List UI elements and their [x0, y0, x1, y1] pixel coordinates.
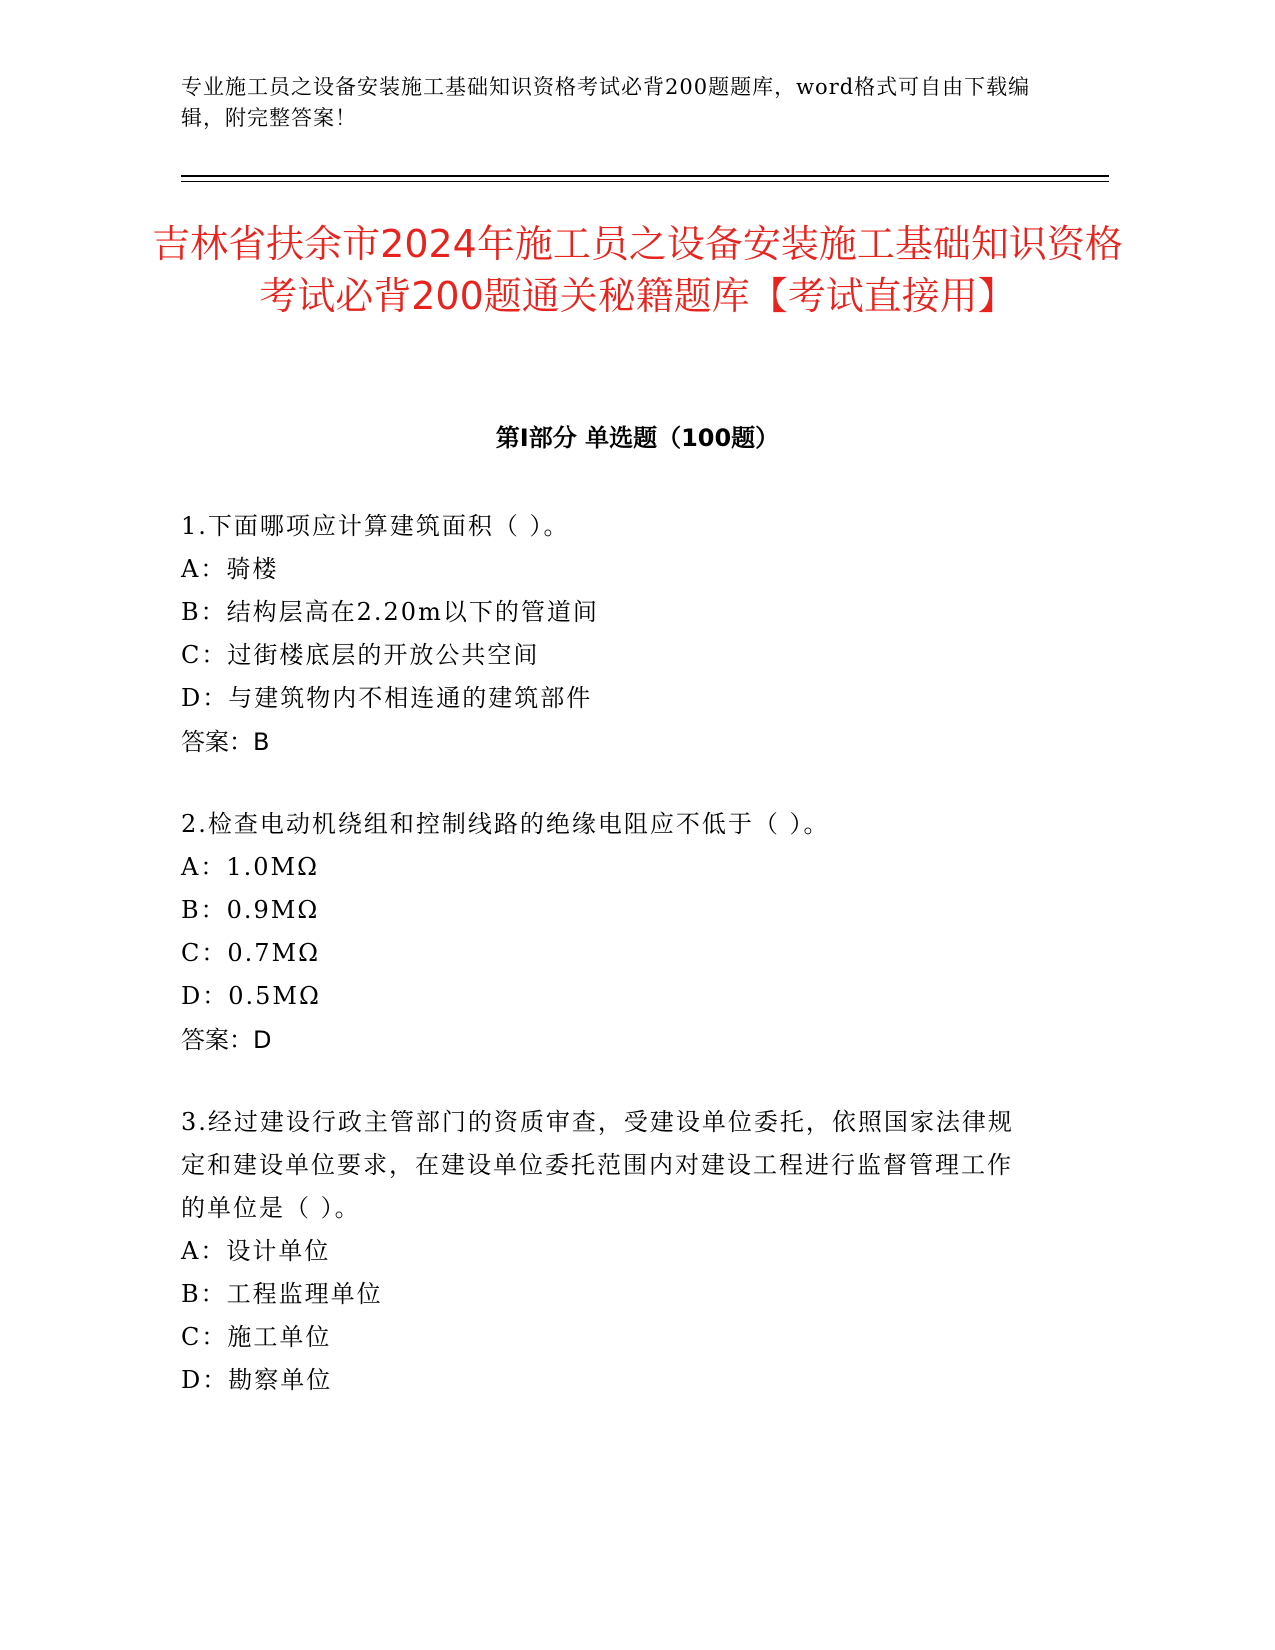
option-d: D：0.5MΩ — [181, 982, 321, 1010]
option-c: C：过街楼底层的开放公共空间 — [181, 641, 540, 669]
header-note: 专业施工员之设备安装施工基础知识资格考试必背200题题库，word格式可自由下载编辑，附完整答案！ — [181, 75, 1031, 130]
option-a: A：骑楼 — [181, 555, 279, 583]
option-b: B：工程监理单位 — [181, 1280, 383, 1308]
question-2 — [181, 803, 1031, 1063]
question-1 — [181, 505, 1031, 765]
question-3 — [181, 1101, 1031, 1402]
header-rule-thick — [181, 175, 1109, 177]
option-a: A：设计单位 — [181, 1237, 331, 1265]
option-d: D：与建筑物内不相连通的建筑部件 — [181, 684, 593, 712]
question-stem: 1.下面哪项应计算建筑面积（ ）。 — [181, 512, 570, 540]
option-a: A：1.0MΩ — [181, 853, 319, 881]
option-d: D：勘察单位 — [181, 1366, 333, 1394]
option-b: B：结构层高在2.20m以下的管道间 — [181, 598, 599, 626]
option-b: B：0.9MΩ — [181, 896, 320, 924]
section-heading: 第Ⅰ部分 单选题（100题） — [495, 424, 780, 452]
option-c: C：0.7MΩ — [181, 939, 321, 967]
header-rule-thin — [181, 181, 1109, 182]
question-list — [181, 505, 1031, 1440]
question-stem: 2.检查电动机绕组和控制线路的绝缘电阻应不低于（ ）。 — [181, 810, 830, 838]
option-c: C：施工单位 — [181, 1323, 332, 1351]
document-title: 吉林省扶余市2024年施工员之设备安装施工基础知识资格考试必背200题通关秘籍题库【考试直接用】 — [152, 222, 1123, 318]
question-stem: 3.经过建设行政主管部门的资质审查，受建设单位委托，依照国家法律规定和建设单位要求，在建设单位委托范围内对建设工程进行监督管理工作的单位是（ ）。 — [181, 1108, 1014, 1222]
answer: 答案：B — [181, 728, 270, 756]
answer: 答案：D — [181, 1026, 272, 1054]
